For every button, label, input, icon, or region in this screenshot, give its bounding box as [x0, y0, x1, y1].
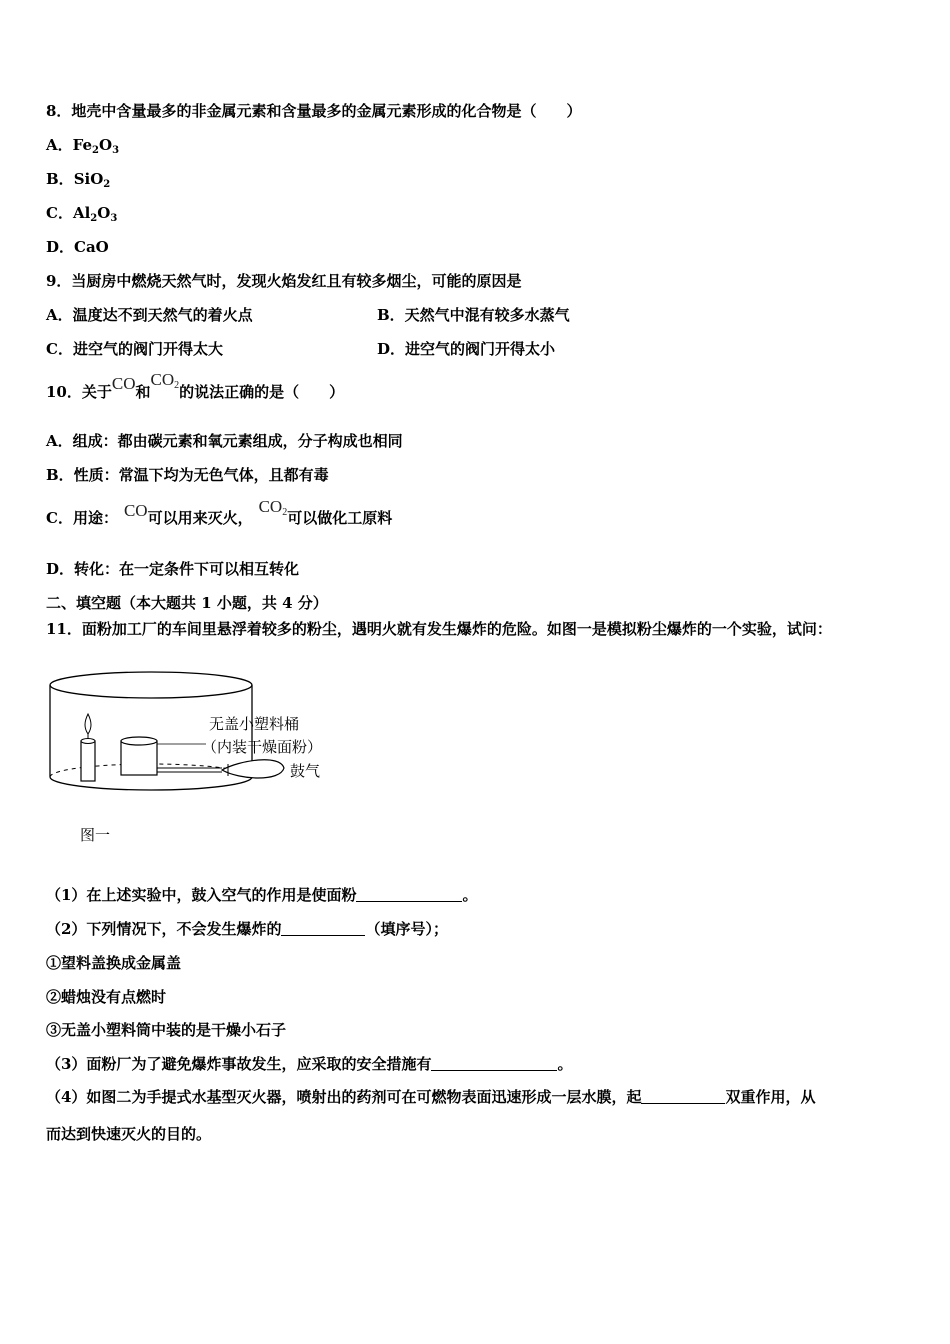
figure-caption: 图一 [80, 826, 111, 844]
can-bottom-front [50, 777, 252, 790]
q9-option-a: A．温度达不到天然气的着火点 [46, 306, 253, 324]
flame-icon [85, 714, 91, 734]
bucket-label-line2: （内装干燥面粉） [202, 738, 323, 756]
q11-part2: （2）下列情况下，不会发生爆炸的 （填序号）； [46, 920, 448, 938]
answer-blank-2[interactable] [281, 921, 365, 936]
co-formula-c: CO [123, 501, 148, 520]
q8-stem: 8．地壳中含量最多的非金属元素和含量最多的金属元素形成的化合物是（ ） [46, 102, 582, 120]
answer-blank-3[interactable] [431, 1056, 557, 1071]
q11-stem: 11．面粉加工厂的车间里悬浮着较多的粉尘，遇明火就有发生爆炸的危险。如图一是模拟粉尘爆炸的一个实验，试问： [46, 620, 832, 638]
q11-part3: （3）面粉厂为了避免爆炸事故发生，应采取的安全措施有 。 [46, 1055, 573, 1073]
answer-blank-1[interactable] [356, 887, 462, 902]
q10-option-b: B．性质：常温下均为无色气体，且都有毒 [46, 466, 329, 484]
q8-option-a: A．$Fe_2O_3$ [46, 136, 120, 156]
q11-part4: （4）如图二为手提式水基型灭火器，喷射出的药剂可在可燃物表面迅速形成一层水膜，起 双重作用，从 [46, 1088, 816, 1106]
q8-option-b: B．SiO$_2$ [46, 170, 111, 190]
small-bucket-rim [121, 737, 157, 745]
candle-icon [81, 741, 95, 781]
bucket-label-line1: 无盖小塑料桶 [209, 715, 300, 733]
can-top-rim [50, 672, 252, 698]
small-bucket [121, 741, 157, 775]
q10-option-d: D．转化：在一定条件下可以相互转化 [46, 560, 300, 578]
q9-option-c: C．进空气的阀门开得太大 [46, 340, 223, 358]
candle-top [81, 739, 95, 744]
q9-option-d: D．进空气的阀门开得太小 [377, 340, 556, 358]
bellows-icon [222, 760, 284, 778]
answer-blank-4[interactable] [641, 1089, 725, 1104]
q11-choice-3: ③无盖小塑料筒中装的是干燥小石子 [46, 1021, 287, 1039]
q8-option-c: C．$Al_2O_3$ [46, 204, 118, 224]
q9-stem: 9．当厨房中燃烧天然气时，发现火焰发红且有较多烟尘，可能的原因是 [46, 272, 522, 290]
q9-option-b: B．天然气中混有较多水蒸气 [377, 306, 570, 324]
co2-formula-c: CO2 [258, 497, 288, 518]
q10-stem: 10．关于CO和CO2的说法正确的是（ ） [46, 370, 345, 401]
q10-option-c: C．用途： CO可以用来灭火，CO2可以做化工原料 [46, 497, 393, 527]
section-heading: 二、填空题（本大题共 1 小题，共 4 分） [46, 594, 328, 612]
co-formula: CO [111, 374, 136, 393]
q11-choice-2: ②蜡烛没有点燃时 [46, 988, 167, 1006]
bellows-label: 鼓气 [290, 762, 321, 780]
q11-choice-1: ①望料盖换成金属盖 [46, 954, 182, 972]
q11-part1: （1）在上述实验中，鼓入空气的作用是使面粉 。 [46, 886, 478, 904]
q11-part4-continued: 而达到快速灭火的目的。 [46, 1125, 212, 1143]
q8-option-d: D．CaO [46, 238, 109, 256]
co2-formula: CO2 [150, 370, 180, 391]
q10-option-a: A．组成：都由碳元素和氧元素组成，分子构成也相同 [46, 432, 403, 450]
